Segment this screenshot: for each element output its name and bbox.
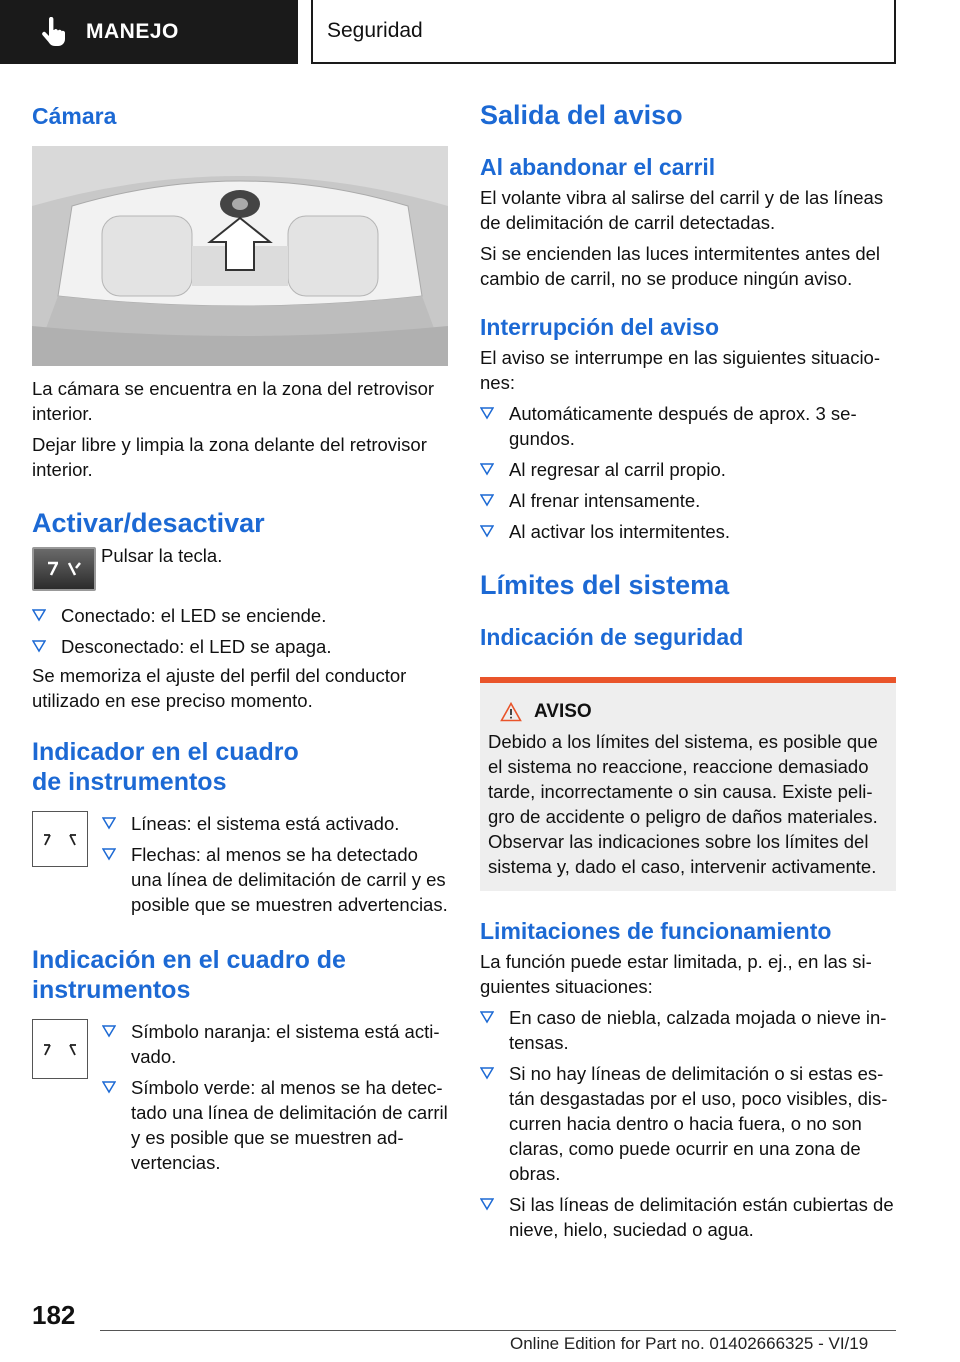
turn-signal-text: Si se encienden las luces intermitentes antes del cambio de carril, no se produce ningún aviso. xyxy=(480,243,881,289)
header-section-title: MANEJO xyxy=(86,20,179,43)
list-item: Al regresar al carril propio. xyxy=(480,457,896,482)
list-item: Si las líneas de delimitación están cubiertas de nieve, hielo, suciedad o agua. xyxy=(480,1192,896,1242)
interrupt-text: El aviso se interrumpe en las siguientes situaciones: xyxy=(480,347,881,393)
footer-edition: Online Edition for Part no. 01402666325 - VI/19 xyxy=(510,1334,869,1353)
lane-button-key-icon xyxy=(32,547,96,591)
triangle-bullet-icon xyxy=(480,406,494,420)
camera-clean-text: Dejar libre y limpia la zona delante del retrovisor interior. xyxy=(32,434,427,480)
footer-divider xyxy=(100,1330,896,1331)
limitations-subheading: Limitaciones de funcionamiento xyxy=(480,918,832,944)
list-item: Líneas: el sistema está activado. xyxy=(102,811,448,836)
triangle-bullet-icon xyxy=(480,524,494,538)
lane-lines-indicator-icon xyxy=(32,811,88,867)
triangle-bullet-icon xyxy=(480,493,494,507)
indicator-heading: Indicador en el cuadro de instrumentos xyxy=(32,738,299,796)
warning-triangle-icon xyxy=(500,702,522,722)
leave-lane-subheading: Al abandonar el carril xyxy=(480,154,716,180)
triangle-bullet-icon xyxy=(32,639,46,653)
header-chapter xyxy=(311,0,896,64)
camera-location-text: La cámara se encuentra en la zona del retrovisor interior. xyxy=(32,378,435,424)
triangle-bullet-icon xyxy=(480,462,494,476)
list-item: Al frenar intensamente. xyxy=(480,488,896,513)
list-item: Símbolo naranja: el sistema está activado. xyxy=(102,1019,448,1069)
rear-window-camera-photo xyxy=(32,146,448,366)
indicator-list xyxy=(102,805,448,917)
header-chapter-title: Seguridad xyxy=(327,19,423,42)
safety-subheading: Indicación de seguridad xyxy=(480,624,744,650)
display-heading: Indicación en el cuadro de instrumentos xyxy=(32,946,346,1004)
header-section-tab xyxy=(0,0,298,64)
press-button-text: Pulsar la tecla. xyxy=(101,545,223,566)
triangle-bullet-icon xyxy=(480,1066,494,1080)
interrupt-list xyxy=(480,401,896,544)
right-column xyxy=(480,100,896,1242)
list-item: Flechas: al menos se ha detectado una línea de delimitación de carril y es posible que se muestren advertencias. xyxy=(102,842,448,917)
list-item: Al activar los intermitentes. xyxy=(480,519,896,544)
interrupt-subheading: Interrupción del aviso xyxy=(480,314,719,340)
triangle-bullet-icon xyxy=(102,1024,116,1038)
exit-heading: Salida del aviso xyxy=(480,100,683,130)
limits-heading: Límites del sistema xyxy=(480,570,730,600)
limitations-text: La función puede estar limitada, p. ej., en las siguientes situaciones: xyxy=(480,951,872,997)
profile-note-text: Se memoriza el ajuste del perfil del conductor utilizado en ese preciso momento. xyxy=(32,665,407,711)
indicator-row xyxy=(32,811,448,917)
warning-title: AVISO xyxy=(500,701,888,723)
display-list xyxy=(102,1013,448,1175)
list-item: Si no hay líneas de delimitación o si estas están desgastadas por el uso, poco visibles, discurren hacia dentro o hacia fuera, o no son claras, como puede ocurrir en una zona de obras. xyxy=(480,1061,896,1186)
limitations-list xyxy=(480,1005,896,1242)
lane-symbol-indicator-icon xyxy=(32,1019,88,1079)
page-number: 182 xyxy=(32,1300,76,1330)
list-item: Símbolo verde: al menos se ha detectado una línea de delimitación de carril y es posible que se muestren advertencias. xyxy=(102,1075,448,1175)
triangle-bullet-icon xyxy=(32,608,46,622)
warning-text: Debido a los límites del sistema, es posible que el sistema no reaccione, reaccione demasiado tarde, incorrectamente o sin causa. Existe peligro de accidente o peligro de daños materiales. Observar las indicaciones sobre los límites del sistema y, dado el caso, intervenir activamente. xyxy=(488,731,878,877)
warning-box xyxy=(480,677,896,891)
hand-pointer-icon xyxy=(40,17,66,47)
activate-button-row xyxy=(32,547,448,591)
vibration-text: El volante vibra al salirse del carril y de las líneas de delimitación de carril detectadas. xyxy=(480,187,884,233)
triangle-bullet-icon xyxy=(102,847,116,861)
list-item: Conectado: el LED se enciende. xyxy=(32,603,448,628)
activate-list xyxy=(32,603,448,659)
list-item: Desconectado: el LED se apaga. xyxy=(32,634,448,659)
triangle-bullet-icon xyxy=(480,1010,494,1024)
triangle-bullet-icon xyxy=(102,816,116,830)
display-row xyxy=(32,1019,448,1175)
list-item: Automáticamente después de aprox. 3 segundos. xyxy=(480,401,896,451)
triangle-bullet-icon xyxy=(480,1197,494,1211)
triangle-bullet-icon xyxy=(102,1080,116,1094)
camera-heading: Cámara xyxy=(32,103,117,129)
left-column xyxy=(32,100,448,1175)
list-item: En caso de niebla, calzada mojada o nieve intensas. xyxy=(480,1005,896,1055)
activate-heading: Activar/desactivar xyxy=(32,508,265,538)
